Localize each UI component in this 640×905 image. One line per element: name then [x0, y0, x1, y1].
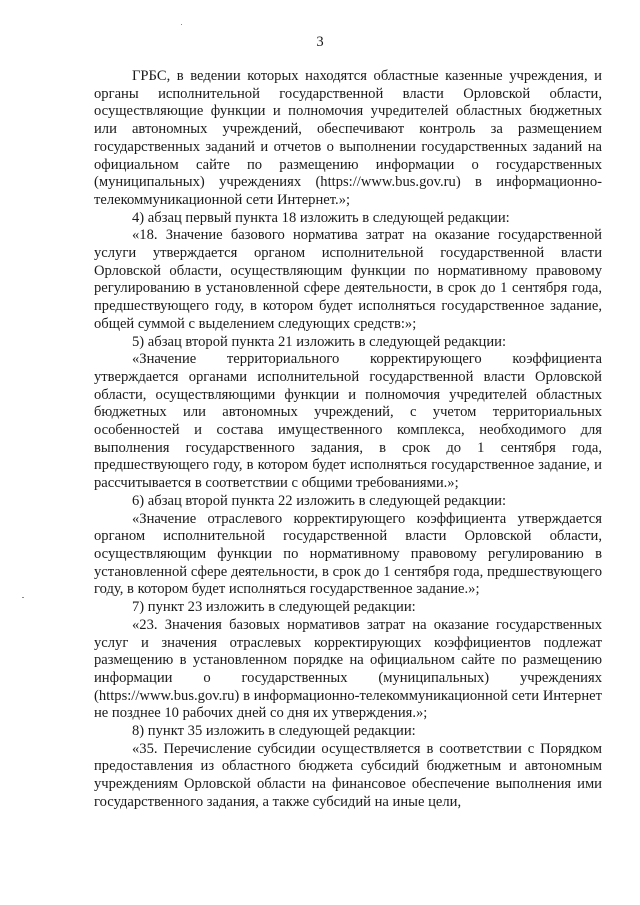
amendment-instruction: 8) пункт 35 изложить в следующей редакции:	[132, 723, 416, 740]
scan-speck	[22, 597, 24, 598]
quoted-clause: «18. Значение базового норматива затрат на оказание государственной услуги утверждается органом исполнительной государственной власти Орловской области, осуществляющим функции по нормативному правовому регулированию в установленной сфере деятельности, в срок до 1 сентября года, предшествующего году, в котором будет исполняться государственное задание, общей суммой с выделением следующих средств:»;	[94, 227, 602, 332]
scan-speck	[181, 24, 182, 25]
quoted-clause: «Значение отраслевого корректирующего коэффициента утверждается органом исполнительной государственной власти Орловской области, осуществляющим функции по нормативному правовому регулированию в установленной сфере деятельности, в срок до 1 сентября года, предшествующего году, в котором будет исполняться государственное задание.»;	[94, 510, 602, 598]
quoted-clause: «23. Значения базовых нормативов затрат на оказание государственных услуг и значения отраслевых корректирующих коэффициентов подлежат размещению в установленном порядке на официальном сайте по размещению информации о государственных (муниципальных) учреждениях (https://www.bus.gov.ru) в информационно-телекоммуникационной сети Интернет не позднее 10 рабочих дней со дня их утверждения.»;	[94, 616, 602, 722]
document-body	[94, 68, 602, 812]
amendment-instruction: 5) абзац второй пункта 21 изложить в следующей редакции:	[132, 333, 507, 350]
amendment-instruction: 4) абзац первый пункта 18 изложить в следующей редакции:	[132, 209, 510, 226]
page-number: 3	[316, 34, 324, 50]
amendment-instruction: 7) пункт 23 изложить в следующей редакции:	[132, 599, 416, 616]
quoted-clause: «Значение территориального корректирующего коэффициента утверждается органами исполнительной государственной власти Орловской области, осуществляющими функции и полномочия учредителей областных бюджетных или автономных учреждений, с учетом территориальных особенностей и состава имущественного комплекса, необходимого для выполнения государственного задания, в срок до 1 сентября года, предшествующего году, в котором будет исполняться государственное задание, и рассчитывается в соответствии с общими требованиями.»;	[94, 351, 602, 492]
body-paragraph: ГРБС, в ведении которых находятся областные казенные учреждения, и органы исполнительной государственной власти Орловской области, осуществляющие функции и полномочия учредителей областных бюджетных или автономных учреждений, обеспечивают контроль за размещением государственных заданий и отчетов о выполнении государственных заданий на официальном сайте по размещению информации о государственных (муниципальных) учреждениях (https://www.bus.gov.ru) в информационно-телекоммуникационной сети Интернет.»;	[94, 68, 602, 208]
amendment-instruction: 6) абзац второй пункта 22 изложить в следующей редакции:	[132, 492, 507, 509]
quoted-clause: «35. Перечисление субсидии осуществляется в соответствии с Порядком предоставления из областного бюджета субсидий бюджетным и автономным учреждениям Орловской области на финансовое обеспечение выполнения ими государственного задания, а также субсидий на иные цели,	[94, 740, 602, 810]
